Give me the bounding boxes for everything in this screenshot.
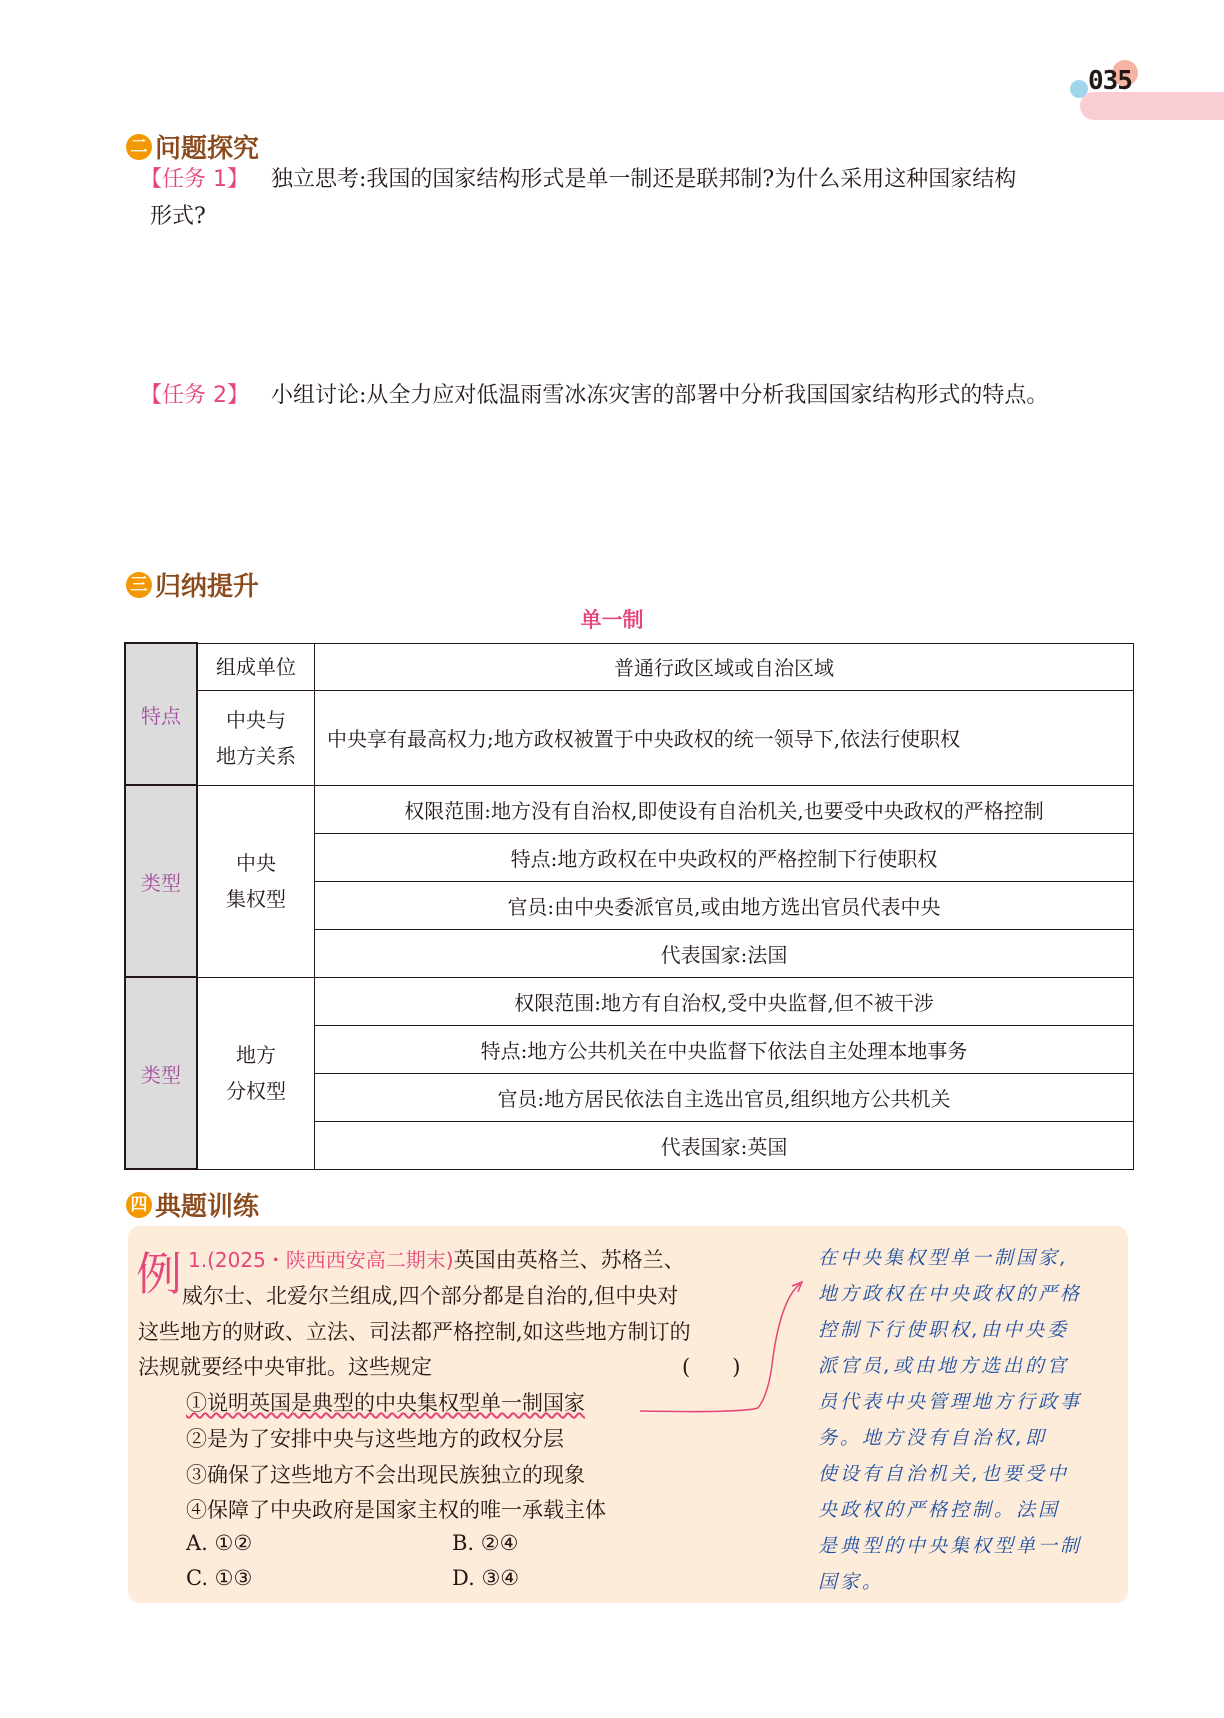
table-cell: 官员:地方居民依法自主选出官员,组织地方公共机关 [315,1073,1134,1121]
table-row [125,690,1134,785]
question-line: 这些地方的财政、立法、司法都严格控制,如这些地方制订的 [138,1320,691,1344]
table-row [125,785,1134,833]
table-cell: 普通行政区域或自治区域 [315,643,1134,690]
note-line: 派官员,或由地方选出的官 [818,1355,1070,1377]
choice-a: A. ①② [186,1531,253,1555]
question-line: 威尔士、北爱尔兰组成,四个部分都是自治的,但中央对 [182,1284,679,1308]
task-text: 小组讨论:从全力应对低温雨雪冰冻灾害的部署中分析我国国家结构形式的特点。 [271,383,1049,408]
table-title: 单一制 [580,608,644,632]
option-2: ②是为了安排中央与这些地方的政权分层 [186,1427,564,1451]
page-number-dot-blue [1070,80,1088,98]
note-line: 使设有自治机关,也要受中 [818,1463,1070,1485]
group-label-type: 类型 [125,977,197,1169]
section-heading-summary [126,566,259,603]
answer-parentheses: ( ) [682,1355,741,1379]
option-3: ③确保了这些地方不会出现民族独立的现象 [186,1463,585,1487]
task-tag: 【任务 2】 [140,383,249,408]
choice-c: C. ①③ [186,1566,253,1590]
task-1-continued: 形式? [150,204,206,229]
handwritten-note [818,1240,1108,1600]
note-line: 央政权的严格控制。法国 [818,1499,1061,1521]
page-number: 035 [1088,66,1132,96]
note-line: 在中央集权型单一制国家, [818,1247,1070,1269]
question-line: 法规就要经中央审批。这些规定 [138,1355,432,1379]
question-text: 英国由英格兰、苏格兰、 [453,1248,685,1272]
option-1: ①说明英国是典型的中央集权型单一制国家 [186,1391,585,1415]
table-cell: 权限范围:地方有自治权,受中央监督,但不被干涉 [315,977,1134,1025]
table-cell: 官员:由中央委派官员,或由地方选出官员代表中央 [315,881,1134,929]
example-mark: 例 [136,1247,182,1301]
annotation-arrow [590,1270,820,1420]
task-1 [140,162,1016,198]
section-title: 归纳提升 [155,572,260,602]
section-number-badge: 三 [126,572,152,598]
section-title: 典题训练 [155,1192,260,1222]
question-number: 1. [188,1248,208,1272]
table-cell: 代表国家:法国 [315,929,1134,977]
note-line: 员代表中央管理地方行政事 [818,1391,1083,1413]
section-heading-inquiry [126,128,259,165]
note-line: 控制下行使职权,由中央委 [818,1319,1070,1341]
note-line: 是典型的中央集权型单一制 [818,1535,1083,1557]
page-number-band [1080,92,1224,120]
table-row [125,643,1134,690]
option-4: ④保障了中央政府是国家主权的唯一承载主体 [186,1498,606,1522]
choice-d: D. ③④ [452,1566,520,1590]
note-line: 务。地方没有自治权,即 [818,1427,1048,1449]
table-cell: 中央享有最高权力;地方政权被置于中央政权的统一领导下,依法行使职权 [315,690,1134,785]
choice-b: B. ②④ [452,1531,519,1555]
row-label: 中央与 地方关系 [197,690,315,785]
type-label-decentralized: 地方 分权型 [197,977,315,1169]
row-label: 组成单位 [197,643,315,690]
section-number-badge: 四 [126,1192,152,1218]
note-line: 国家。 [818,1571,885,1593]
section-title: 问题探究 [155,134,260,164]
table-cell: 权限范围:地方没有自治权,即使设有自治机关,也要受中央政权的严格控制 [315,785,1134,833]
table-cell: 特点:地方公共机关在中央监督下依法自主处理本地事务 [315,1025,1134,1073]
unitary-system-table [124,642,1134,1170]
task-2 [140,378,1048,414]
table-cell: 特点:地方政权在中央政权的严格控制下行使职权 [315,833,1134,881]
table-row [125,977,1134,1025]
type-label-centralized: 中央 集权型 [197,785,315,977]
task-text: 独立思考:我国的国家结构形式是单一制还是联邦制?为什么采用这种国家结构 [271,167,1017,192]
note-line: 地方政权在中央政权的严格 [818,1283,1083,1305]
section-heading-practice [126,1186,259,1223]
group-label-features: 特点 [125,643,197,785]
section-number-badge: 二 [126,134,152,160]
table-cell: 代表国家:英国 [315,1121,1134,1169]
task-tag: 【任务 1】 [140,167,249,192]
group-label-type: 类型 [125,785,197,977]
question-source: (2025・陕西西安高二期末) [207,1248,454,1272]
